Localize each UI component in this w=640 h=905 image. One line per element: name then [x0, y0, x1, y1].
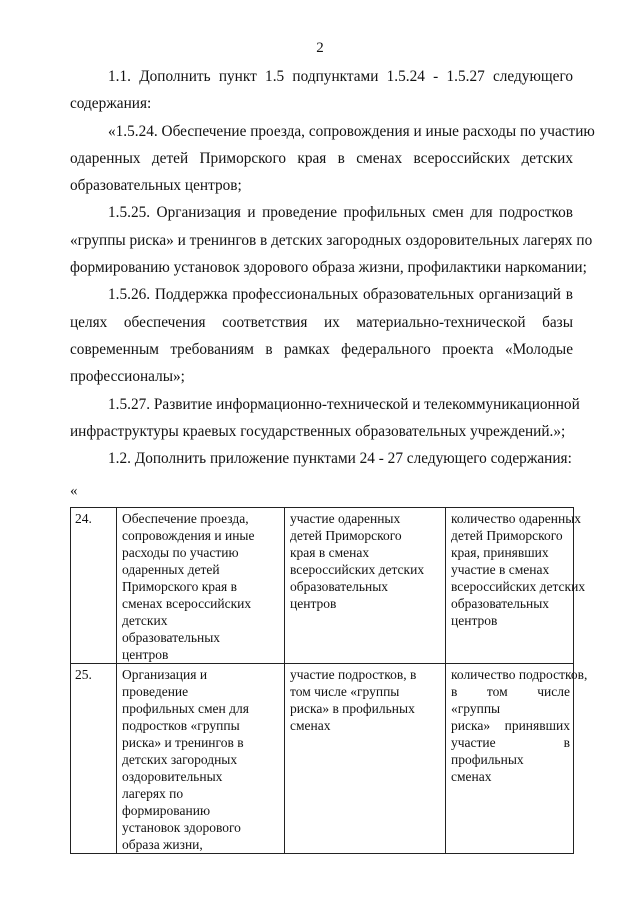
text-line: «группы риска» и тренингов в детских загородных оздоровительных лагерях по — [70, 231, 593, 249]
text-line: одаренных детей Приморского края в сменах всероссийских детских — [70, 149, 573, 167]
text-line: 1.1. Дополнить пункт 1.5 подпунктами 1.5.24 - 1.5.27 следующего — [108, 68, 573, 85]
text-line: современным требованиям в рамках федерального проекта «Молодые — [70, 340, 573, 358]
text-line: профессионалы»; — [70, 368, 185, 386]
paragraph-1-2 — [70, 445, 573, 472]
cell-line: центров — [122, 647, 169, 662]
cell-line: образовательных — [290, 579, 389, 594]
cell-line: детских загородных — [122, 752, 238, 767]
cell-line: количество подростков, — [451, 667, 588, 682]
cell-line: образовательных — [451, 596, 550, 611]
appendix-table — [70, 507, 588, 854]
text-line: содержания: — [70, 95, 152, 113]
cell-line: края, принявших — [451, 545, 549, 560]
cell-line: детских — [122, 613, 168, 628]
text-line: 1.5.27. Развитие информационно-технической и телекоммуникационной — [108, 395, 580, 413]
cell-line: лагерях по — [122, 786, 184, 801]
cell-line: подростков «группы — [122, 718, 240, 733]
paragraph-1-5-24 — [70, 118, 595, 200]
cell-line: участие одаренных — [290, 511, 401, 526]
text-line: 1.2. Дополнить приложение пунктами 24 - 27 следующего содержания: — [108, 450, 572, 468]
cell-line: образовательных — [122, 630, 221, 645]
cell-line: сменах — [451, 769, 492, 784]
cell-line: расходы по участию — [122, 545, 239, 560]
opening-quote: « — [70, 483, 78, 499]
cell-line: установок здорового — [122, 820, 241, 835]
paragraph-1-5-27 — [70, 391, 580, 446]
cell-line: центров — [451, 613, 498, 628]
cell-line: образа жизни, — [122, 837, 203, 852]
cell-line: одаренных детей — [122, 562, 220, 577]
table-row — [71, 664, 574, 854]
cell-line: том числе «группы — [290, 684, 400, 699]
row-number: 25. — [71, 664, 117, 854]
cell-line: участие в профильных — [451, 735, 570, 767]
document-body — [70, 63, 595, 472]
page-number: 2 — [316, 40, 324, 56]
row-number: 24. — [71, 508, 117, 664]
text-line: 1.5.26. Поддержка профессиональных образовательных организаций в — [108, 286, 573, 304]
cell-line: риска» принявших — [451, 718, 570, 733]
cell-line: всероссийских детских — [451, 579, 586, 594]
cell-line: оздоровительных — [122, 769, 223, 784]
event-cell — [117, 508, 285, 664]
cell-line: участие в сменах — [451, 562, 550, 577]
paragraph-1-5-25 — [70, 199, 593, 281]
event-cell — [117, 664, 285, 854]
cell-line: профильных смен для — [122, 701, 249, 716]
cell-line: риска» в профильных — [290, 701, 415, 716]
cell-line: формированию — [122, 803, 211, 818]
indicator-cell — [285, 664, 446, 854]
cell-line: участие подростков, в — [290, 667, 417, 682]
cell-line: края в сменах — [290, 545, 370, 560]
cell-line: детей Приморского — [451, 528, 563, 543]
measure-cell — [446, 508, 586, 664]
table-row — [71, 508, 574, 664]
text-line: формированию установок здорового образа жизни, профилактики наркомании; — [70, 259, 587, 277]
cell-line: всероссийских детских — [290, 562, 425, 577]
cell-line: количество одаренных — [451, 511, 582, 526]
text-line: образовательных центров; — [70, 177, 242, 195]
cell-line: Обеспечение проезда, — [122, 511, 249, 526]
paragraph-1-1 — [70, 63, 573, 118]
text-line: «1.5.24. Обеспечение проезда, сопровождения и иные расходы по участию — [108, 122, 595, 140]
cell-line: центров — [290, 596, 337, 611]
cell-line: Организация и — [122, 667, 208, 682]
text-line: 1.5.25. Организация и проведение профильных смен для подростков — [108, 204, 573, 222]
indicator-cell — [285, 508, 446, 664]
text-line: целях обеспечения соответствия их материально-технической базы — [70, 313, 573, 331]
measure-cell — [446, 664, 588, 854]
paragraph-1-5-26 — [70, 281, 573, 390]
cell-line: детей Приморского — [290, 528, 402, 543]
cell-line: сменах — [290, 718, 331, 733]
cell-line: Приморского края в — [122, 579, 237, 594]
text-line: инфраструктуры краевых государственных образовательных учреждений.»; — [70, 422, 566, 440]
cell-line: риска» и тренингов в — [122, 735, 244, 750]
cell-line: сопровождения и иные — [122, 528, 255, 543]
cell-line: проведение — [122, 684, 189, 699]
cell-line: в том числе «группы — [451, 684, 570, 716]
cell-line: сменах всероссийских — [122, 596, 252, 611]
